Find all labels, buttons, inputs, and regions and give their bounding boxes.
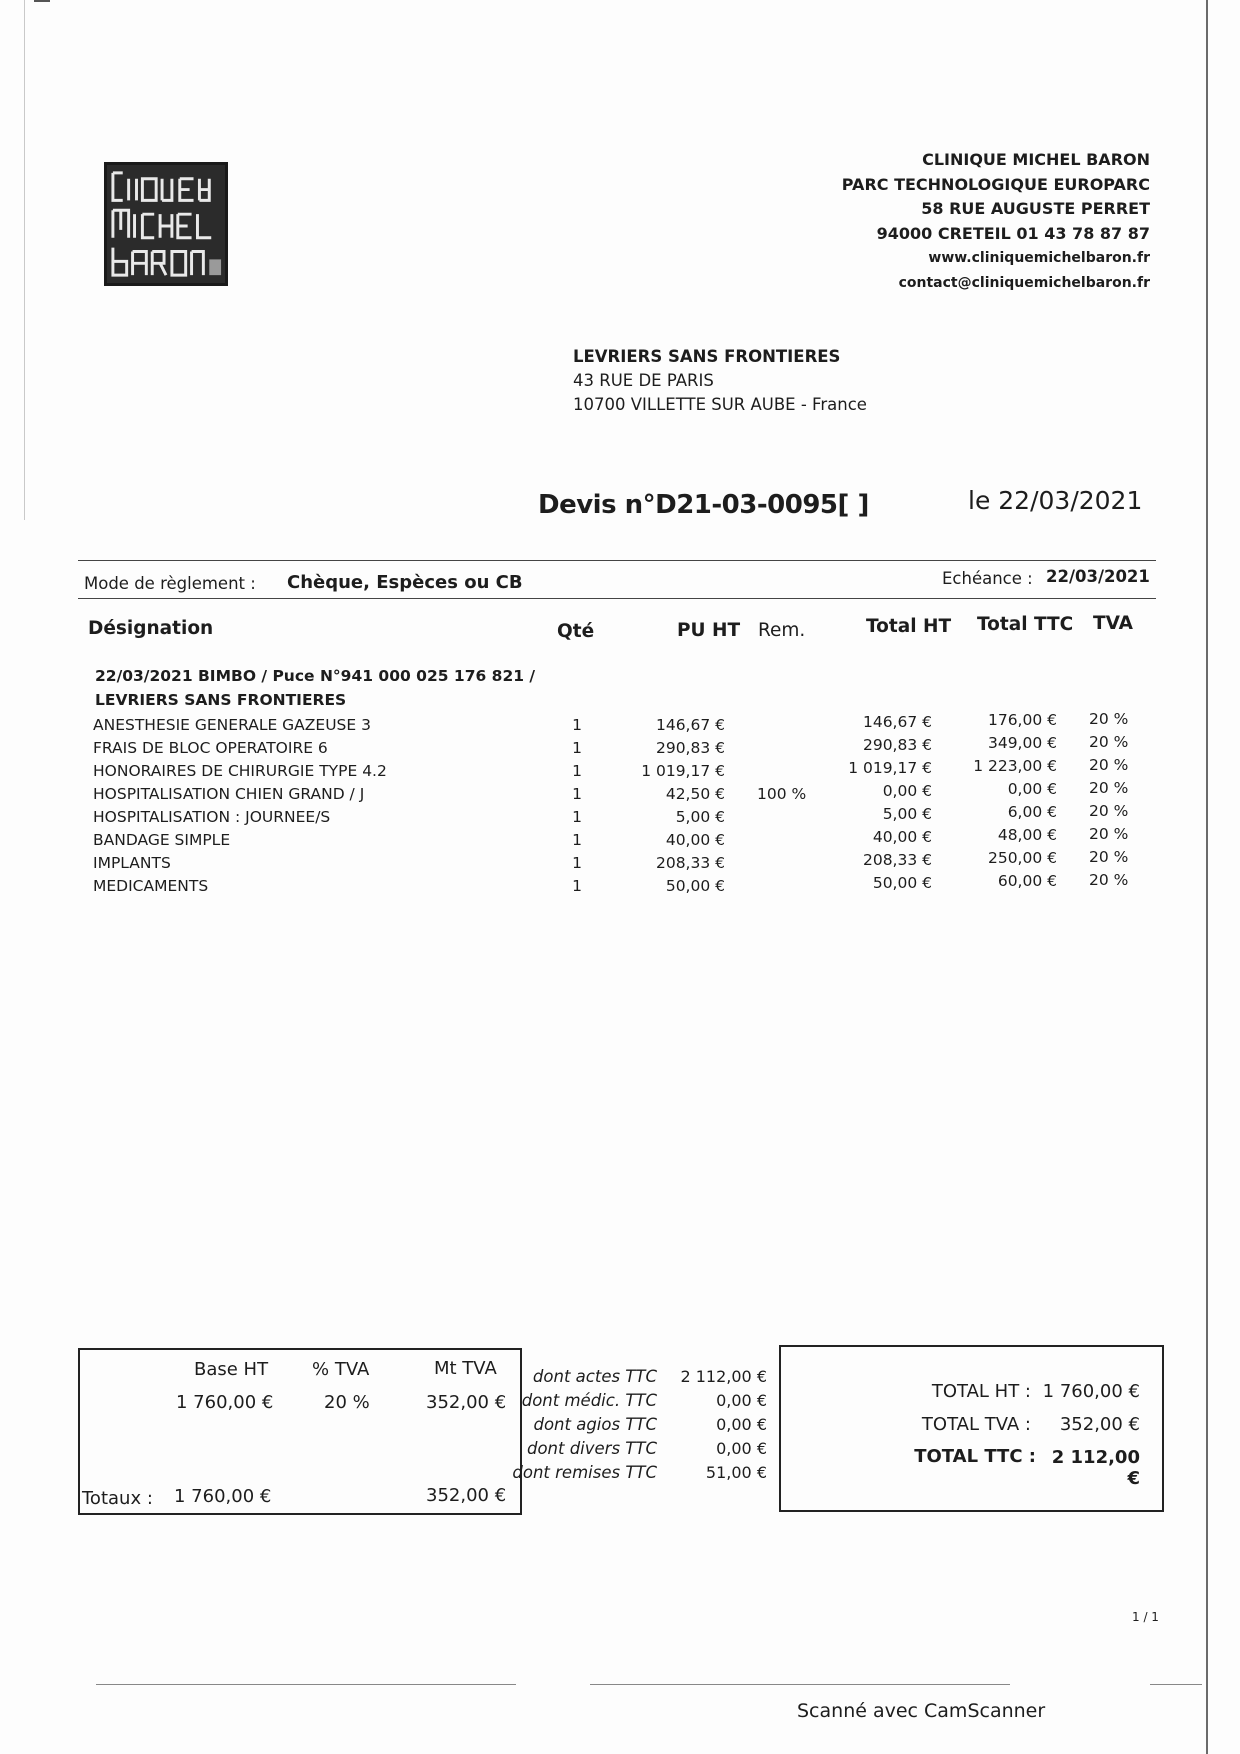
cell-qte: 1 — [572, 762, 582, 780]
cell-designation: HOSPITALISATION CHIEN GRAND / J — [93, 785, 365, 803]
cell-tva: 20 % — [1089, 825, 1129, 843]
client-address-block — [573, 345, 867, 417]
detail-value: 0,00 € — [716, 1439, 767, 1458]
cell-total-ttc: 349,00 € — [987, 734, 1057, 752]
cell-total-ttc: 250,00 € — [987, 849, 1057, 867]
client-name: LEVRIERS SANS FRONTIERES — [573, 347, 841, 366]
cell-qte: 1 — [572, 831, 582, 849]
cell-designation: ANESTHESIE GENERALE GAZEUSE 3 — [93, 716, 371, 734]
tva-mt-label: Mt TVA — [434, 1358, 497, 1379]
scan-corner-mark — [34, 0, 50, 2]
cell-qte: 1 — [572, 808, 582, 826]
cell-pu-ht: 290,83 € — [655, 739, 725, 757]
detail-label: dont agios TTC — [533, 1415, 657, 1434]
detail-label: dont médic. TTC — [521, 1391, 657, 1410]
cell-qte: 1 — [572, 716, 582, 734]
cell-total-ht: 1 019,17 € — [848, 759, 932, 777]
detail-value: 0,00 € — [716, 1415, 767, 1434]
cell-pu-ht: 146,67 € — [655, 716, 725, 734]
header-total-ttc: Total TTC — [977, 614, 1074, 635]
cell-tva: 20 % — [1089, 710, 1129, 728]
totaux-base-ht: 1 760,00 € — [174, 1486, 272, 1507]
total-tva-label: TOTAL TVA : — [921, 1414, 1031, 1435]
cell-total-ttc: 48,00 € — [997, 826, 1057, 844]
footer-line-left — [96, 1684, 516, 1685]
clinic-address-block — [842, 148, 1150, 295]
cell-pu-ht: 1 019,17 € — [641, 762, 725, 780]
header-tva: TVA — [1093, 613, 1133, 634]
cell-tva: 20 % — [1089, 779, 1129, 797]
total-tva-value: 352,00 € — [1059, 1414, 1140, 1435]
footer-line-right — [1150, 1684, 1202, 1685]
divider-bottom — [78, 598, 1156, 599]
tva-summary-box — [78, 1348, 522, 1515]
cell-designation: HONORAIRES DE CHIRURGIE TYPE 4.2 — [93, 762, 387, 780]
cell-tva: 20 % — [1089, 871, 1129, 889]
tva-pct-value: 20 % — [324, 1392, 370, 1413]
cell-qte: 1 — [572, 739, 582, 757]
header-qte: Qté — [557, 621, 595, 642]
total-ttc-label: TOTAL TTC : — [914, 1446, 1036, 1467]
cell-pu-ht: 42,50 € — [665, 785, 725, 803]
divider-top — [78, 560, 1156, 561]
table-row — [0, 871, 1240, 900]
cell-total-ttc: 60,00 € — [997, 872, 1057, 890]
cell-total-ht: 290,83 € — [862, 736, 932, 754]
clinic-address-line1: PARC TECHNOLOGIQUE EUROPARC — [841, 174, 1150, 194]
clinic-address-line2: 58 RUE AUGUSTE PERRET — [921, 199, 1150, 218]
clinic-website: www.cliniquemichelbaron.fr — [928, 250, 1150, 266]
total-ttc-value: 2 112,00 € — [1051, 1447, 1140, 1489]
tva-pct-label: % TVA — [312, 1359, 370, 1380]
due-date-value: 22/03/2021 — [1046, 567, 1150, 586]
cell-total-ht: 5,00 € — [882, 805, 932, 823]
cell-designation: HOSPITALISATION : JOURNEE/S — [93, 808, 331, 826]
cell-designation: BANDAGE SIMPLE — [93, 831, 231, 849]
cell-qte: 1 — [572, 877, 582, 895]
detail-label: dont divers TTC — [526, 1439, 657, 1458]
header-designation: Désignation — [88, 618, 214, 639]
tva-base-ht-label: Base HT — [194, 1359, 269, 1380]
header-rem: Rem. — [758, 620, 806, 641]
total-ht-label: TOTAL HT : — [931, 1381, 1031, 1402]
cell-total-ht: 50,00 € — [872, 874, 932, 892]
cell-total-ht: 40,00 € — [872, 828, 932, 846]
section-heading-line1: 22/03/2021 BIMBO / Puce N°941 000 025 176 821 / — [95, 667, 536, 685]
detail-value: 0,00 € — [716, 1391, 767, 1410]
cell-tva: 20 % — [1089, 848, 1129, 866]
cell-tva: 20 % — [1089, 733, 1129, 751]
document-date: le 22/03/2021 — [968, 486, 1143, 515]
clinic-email: contact@cliniquemichelbaron.fr — [898, 274, 1150, 291]
cell-tva: 20 % — [1089, 756, 1129, 774]
cell-total-ht: 146,67 € — [862, 713, 932, 731]
cell-qte: 1 — [572, 785, 582, 803]
header-total-ht: Total HT — [866, 616, 952, 637]
payment-mode-label: Mode de règlement : — [84, 574, 256, 593]
section-heading-line2: LEVRIERS SANS FRONTIERES — [95, 691, 347, 709]
document-title: Devis n°D21-03-0095[ ] — [538, 490, 869, 520]
cell-tva: 20 % — [1089, 802, 1129, 820]
cell-total-ttc: 1 223,00 € — [973, 757, 1057, 775]
cell-designation: FRAIS DE BLOC OPERATOIRE 6 — [93, 739, 328, 757]
cell-designation: IMPLANTS — [93, 854, 171, 872]
detail-value: 51,00 € — [705, 1463, 767, 1482]
cell-designation: MEDICAMENTS — [93, 877, 209, 895]
totals-box — [779, 1345, 1164, 1512]
cell-pu-ht: 40,00 € — [665, 831, 725, 849]
totaux-label: Totaux : — [82, 1488, 153, 1509]
page-number: 1 / 1 — [1132, 1610, 1159, 1624]
cell-total-ht: 208,33 € — [862, 851, 932, 869]
cell-qte: 1 — [572, 854, 582, 872]
scanner-watermark: Scanné avec CamScanner — [797, 1700, 1046, 1722]
total-ht-value: 1 760,00 € — [1042, 1381, 1140, 1402]
cell-pu-ht: 50,00 € — [665, 877, 725, 895]
payment-mode-value: Chèque, Espèces ou CB — [287, 572, 523, 593]
cell-total-ht: 0,00 € — [882, 782, 932, 800]
tva-base-ht-value: 1 760,00 € — [176, 1392, 274, 1413]
clinic-logo-icon — [107, 165, 225, 283]
detail-label: dont remises TTC — [512, 1463, 657, 1482]
tva-mt-value: 352,00 € — [426, 1392, 507, 1413]
detail-label: dont actes TTC — [532, 1367, 657, 1386]
client-city: 10700 VILLETTE SUR AUBE - France — [573, 395, 867, 414]
cell-rem: 100 % — [757, 785, 807, 803]
scan-edge-left — [24, 0, 25, 520]
cell-total-ttc: 6,00 € — [1007, 803, 1057, 821]
clinic-logo — [104, 162, 228, 286]
cell-total-ttc: 176,00 € — [987, 711, 1057, 729]
client-address: 43 RUE DE PARIS — [573, 371, 714, 390]
footer-line-center — [590, 1684, 1010, 1685]
due-date-label: Echéance : — [942, 569, 1033, 588]
detail-value: 2 112,00 € — [680, 1367, 767, 1386]
cell-pu-ht: 208,33 € — [655, 854, 725, 872]
clinic-city-phone: 94000 CRETEIL 01 43 78 87 87 — [876, 223, 1150, 243]
header-pu-ht: PU HT — [677, 620, 741, 641]
cell-total-ttc: 0,00 € — [1007, 780, 1057, 798]
section-heading — [95, 664, 535, 712]
clinic-name: CLINIQUE MICHEL BARON — [922, 150, 1150, 169]
totaux-mt-tva: 352,00 € — [426, 1485, 507, 1506]
cell-pu-ht: 5,00 € — [675, 808, 725, 826]
